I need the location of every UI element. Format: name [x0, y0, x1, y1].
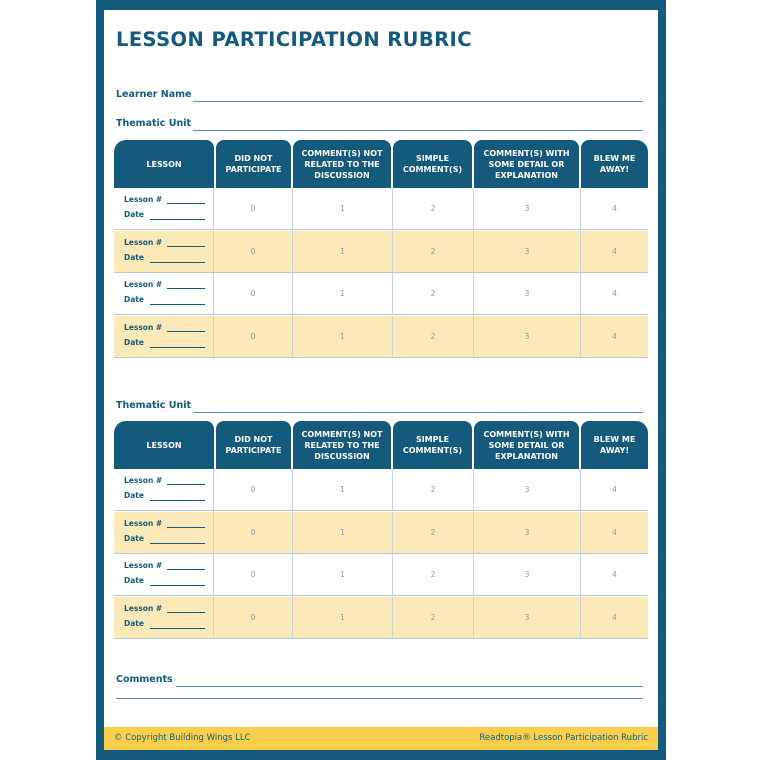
rubric-table-1: [114, 140, 648, 358]
rubric-row: [114, 231, 648, 273]
date-line[interactable]: [150, 543, 205, 544]
lesson-number-line[interactable]: [167, 527, 205, 528]
score-cell[interactable]: 1: [293, 469, 393, 510]
score-cell[interactable]: 0: [214, 316, 293, 357]
score-cell[interactable]: 1: [293, 188, 393, 229]
rubric-row: [114, 597, 648, 639]
score-cell[interactable]: 0: [214, 188, 293, 229]
lesson-number-label: Lesson #: [124, 195, 163, 204]
date-label: Date: [124, 252, 144, 262]
score-cell[interactable]: 4: [612, 246, 617, 256]
rubric-row: [114, 469, 648, 511]
score-cell[interactable]: 2: [393, 316, 474, 357]
score-cell[interactable]: 1: [293, 554, 393, 595]
thematic-unit-label: Thematic Unit: [116, 400, 192, 411]
lesson-cell[interactable]: [114, 316, 214, 357]
score-cell[interactable]: 2: [393, 273, 474, 314]
score-cell[interactable]: 2: [393, 597, 474, 638]
score-cell[interactable]: 1: [293, 512, 393, 553]
score-cell[interactable]: 2: [393, 188, 474, 229]
rubric-header-cell: LESSON: [114, 421, 214, 469]
lesson-number-label: Lesson #: [124, 237, 163, 247]
lesson-cell[interactable]: [114, 512, 214, 553]
date-label: Date: [124, 576, 144, 585]
date-label: Date: [124, 210, 144, 219]
rubric-header-row: [114, 140, 648, 188]
lesson-cell[interactable]: [114, 597, 214, 638]
score-cell[interactable]: 4: [612, 527, 617, 537]
rubric-header-cell: COMMENT(S) WITH SOME DETAIL OR EXPLANATION: [474, 140, 579, 188]
rubric-row: [114, 316, 648, 358]
score-cell[interactable]: 2: [393, 231, 474, 272]
score-cell[interactable]: 3: [474, 231, 581, 272]
date-label: Date: [124, 295, 144, 304]
lesson-cell[interactable]: [114, 554, 214, 595]
score-cell[interactable]: 1: [293, 316, 393, 357]
learner-name-line: [193, 101, 643, 102]
score-cell[interactable]: 3: [474, 597, 581, 638]
rubric-header-cell: SIMPLE COMMENT(S): [393, 140, 472, 188]
footer-bar: [104, 727, 658, 750]
score-cell[interactable]: 1: [293, 597, 393, 638]
rubric-header-cell: BLEW ME AWAY!: [581, 421, 648, 469]
score-cell[interactable]: 1: [293, 273, 393, 314]
lesson-number-label: Lesson #: [124, 603, 163, 613]
score-cell[interactable]: 3: [474, 316, 581, 357]
rubric-header-cell: DID NOT PARTICIPATE: [216, 140, 291, 188]
date-label: Date: [124, 491, 144, 500]
score-cell[interactable]: 4: [612, 570, 617, 579]
score-cell[interactable]: 2: [393, 554, 474, 595]
comments-field[interactable]: [116, 674, 643, 688]
score-cell[interactable]: 0: [214, 273, 293, 314]
rubric-header-cell: COMMENT(S) WITH SOME DETAIL OR EXPLANATION: [474, 421, 579, 469]
score-cell[interactable]: 3: [474, 469, 581, 510]
lesson-number-line[interactable]: [167, 288, 205, 289]
rubric-header-cell: COMMENT(S) NOT RELATED TO THE DISCUSSION: [293, 421, 391, 469]
thematic-unit-label: Thematic Unit: [116, 118, 192, 129]
lesson-number-line[interactable]: [167, 612, 205, 613]
lesson-number-line[interactable]: [167, 246, 205, 247]
rubric-header-cell: LESSON: [114, 140, 214, 188]
lesson-number-label: Lesson #: [124, 561, 163, 570]
rubric-header-cell: COMMENT(S) NOT RELATED TO THE DISCUSSION: [293, 140, 391, 188]
score-cell[interactable]: 0: [214, 597, 293, 638]
score-cell[interactable]: 1: [293, 231, 393, 272]
lesson-number-line[interactable]: [167, 569, 205, 570]
lesson-cell[interactable]: [114, 231, 214, 272]
score-cell[interactable]: 4: [612, 204, 617, 213]
date-line[interactable]: [150, 219, 205, 220]
rubric-header-cell: BLEW ME AWAY!: [581, 140, 648, 188]
rubric-header-cell: DID NOT PARTICIPATE: [216, 421, 291, 469]
thematic-unit-field-2[interactable]: [116, 400, 643, 414]
lesson-number-label: Lesson #: [124, 476, 163, 485]
comments-label: Comments: [116, 674, 173, 685]
date-label: Date: [124, 618, 144, 628]
learner-name-label: Learner Name: [116, 89, 192, 100]
lesson-number-line[interactable]: [167, 484, 205, 485]
score-cell[interactable]: 0: [214, 554, 293, 595]
thematic-unit-field-1[interactable]: [116, 118, 643, 132]
date-line[interactable]: [150, 262, 205, 263]
date-line[interactable]: [150, 628, 205, 629]
score-cell[interactable]: 4: [612, 612, 617, 622]
rubric-row: [114, 512, 648, 554]
rubric-table-2: [114, 421, 648, 639]
rubric-row: [114, 273, 648, 315]
lesson-cell[interactable]: [114, 273, 214, 314]
score-cell[interactable]: 0: [214, 469, 293, 510]
lesson-number-label: Lesson #: [124, 518, 163, 528]
score-cell[interactable]: 3: [474, 554, 581, 595]
score-cell[interactable]: 3: [474, 188, 581, 229]
score-cell[interactable]: 0: [214, 231, 293, 272]
rubric-header-cell: SIMPLE COMMENT(S): [393, 421, 472, 469]
date-line[interactable]: [150, 585, 205, 586]
lesson-cell[interactable]: [114, 188, 214, 229]
comments-line-2[interactable]: [116, 698, 643, 699]
copyright-text: © Copyright Building Wings LLC: [114, 733, 251, 743]
score-cell[interactable]: 0: [214, 512, 293, 553]
score-cell[interactable]: 3: [474, 273, 581, 314]
rubric-header-row: [114, 421, 648, 469]
date-label: Date: [124, 337, 144, 347]
date-line[interactable]: [150, 347, 205, 348]
score-cell[interactable]: 2: [393, 469, 474, 510]
score-cell[interactable]: 4: [612, 485, 617, 494]
score-cell[interactable]: 4: [612, 289, 617, 298]
lesson-cell[interactable]: [114, 469, 214, 510]
page-title: LESSON PARTICIPATION RUBRIC: [116, 28, 472, 51]
score-cell[interactable]: 4: [612, 331, 617, 341]
thematic-unit-line: [193, 412, 643, 413]
rubric-row: [114, 554, 648, 596]
lesson-number-label: Lesson #: [124, 322, 163, 332]
rubric-row: [114, 188, 648, 230]
date-line[interactable]: [150, 500, 205, 501]
rubric-page: [104, 10, 658, 750]
lesson-number-line[interactable]: [167, 331, 205, 332]
score-cell[interactable]: 3: [474, 512, 581, 553]
score-cell[interactable]: 2: [393, 512, 474, 553]
lesson-number-line[interactable]: [167, 203, 205, 204]
date-line[interactable]: [150, 304, 205, 305]
lesson-number-label: Lesson #: [124, 280, 163, 289]
learner-name-field[interactable]: [116, 89, 643, 103]
date-label: Date: [124, 533, 144, 543]
comments-line: [176, 686, 643, 687]
thematic-unit-line: [193, 130, 643, 131]
document-name: Readtopia® Lesson Participation Rubric: [479, 733, 648, 743]
